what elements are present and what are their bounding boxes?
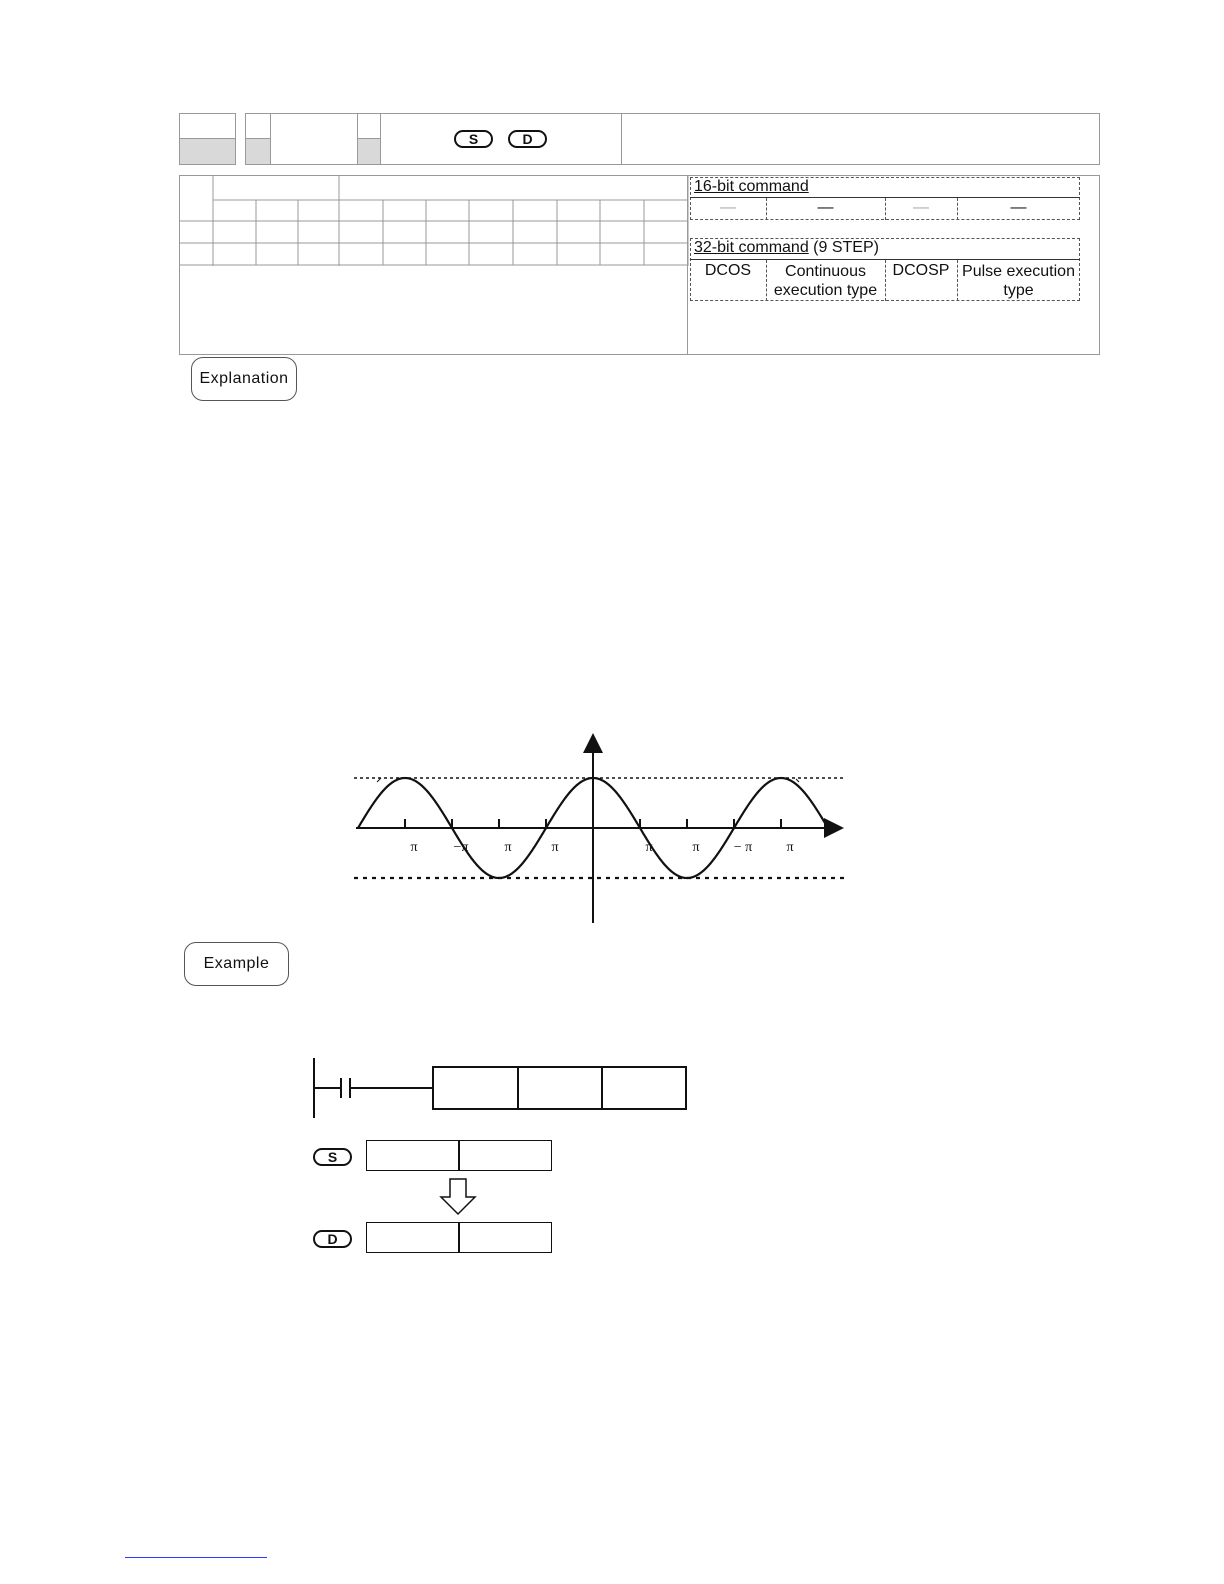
- p-flag-cell: [357, 113, 381, 139]
- cmd32-sep-3: [957, 260, 958, 301]
- d-register-2: [458, 1222, 552, 1253]
- p-flag-shaded-cell: [357, 138, 381, 165]
- function-cell: [621, 113, 1100, 165]
- instr-box-2: [518, 1067, 602, 1109]
- ladder-s-badge: S: [313, 1148, 352, 1166]
- api-number-cell: [179, 113, 236, 139]
- operand-d-badge: D: [508, 130, 547, 148]
- operand-s-badge: S: [454, 130, 493, 148]
- cmd32-heading: [694, 239, 879, 257]
- mnemonic-cell: [270, 113, 358, 165]
- x-tick-label: π: [551, 840, 559, 855]
- x-tick-label: π: [645, 840, 653, 855]
- example-label: Example: [184, 942, 289, 986]
- x-tick-label: π: [786, 840, 794, 855]
- instr-box-3: [602, 1067, 686, 1109]
- d-flag-cell: [245, 113, 271, 139]
- s-register-2: [458, 1140, 552, 1171]
- x-tick-label: π: [504, 840, 512, 855]
- explanation-label: Explanation: [191, 357, 297, 401]
- x-tick-label: π: [692, 840, 700, 855]
- operand-cell: [380, 113, 622, 165]
- x-tick-label: −π: [453, 840, 469, 855]
- cosine-chart: [350, 725, 850, 930]
- operand-grid: [179, 175, 689, 267]
- peak-right-mark: [796, 779, 799, 782]
- s-register-1: [366, 1140, 460, 1171]
- operand-table-divider: [687, 175, 688, 355]
- cmd32-dcos: DCOS: [704, 262, 752, 279]
- cmd16-cell-2: —: [817, 199, 834, 216]
- x-tick-label: − π: [733, 840, 753, 855]
- ladder-diagram: [305, 1050, 705, 1130]
- cmd32-sep-1: [766, 260, 767, 301]
- cmd32-label: 32-bit command: [694, 239, 809, 256]
- d-flag-shaded-cell: [245, 138, 271, 165]
- cmd32-pulse: Pulse execution type: [962, 263, 1075, 299]
- instr-box-1: [433, 1067, 518, 1109]
- cmd16-cell-1: —: [720, 199, 736, 216]
- d-register-1: [366, 1222, 460, 1253]
- cmd16-label: 16-bit command: [694, 178, 809, 195]
- ladder-d-badge: D: [313, 1230, 352, 1248]
- cmd32-continuous: Continuous execution type: [773, 263, 878, 299]
- x-tick-label: π: [410, 840, 418, 855]
- cmd32-step: (9 STEP): [813, 239, 879, 256]
- down-arrow-icon: [438, 1177, 478, 1217]
- cmd16-cell-4: —: [1010, 199, 1027, 216]
- api-number-shaded-cell: [179, 138, 236, 165]
- cmd16-cell-3: —: [913, 199, 929, 216]
- cmd32-dcosp: DCOSP: [892, 262, 950, 279]
- footer-link[interactable]: [125, 1557, 267, 1558]
